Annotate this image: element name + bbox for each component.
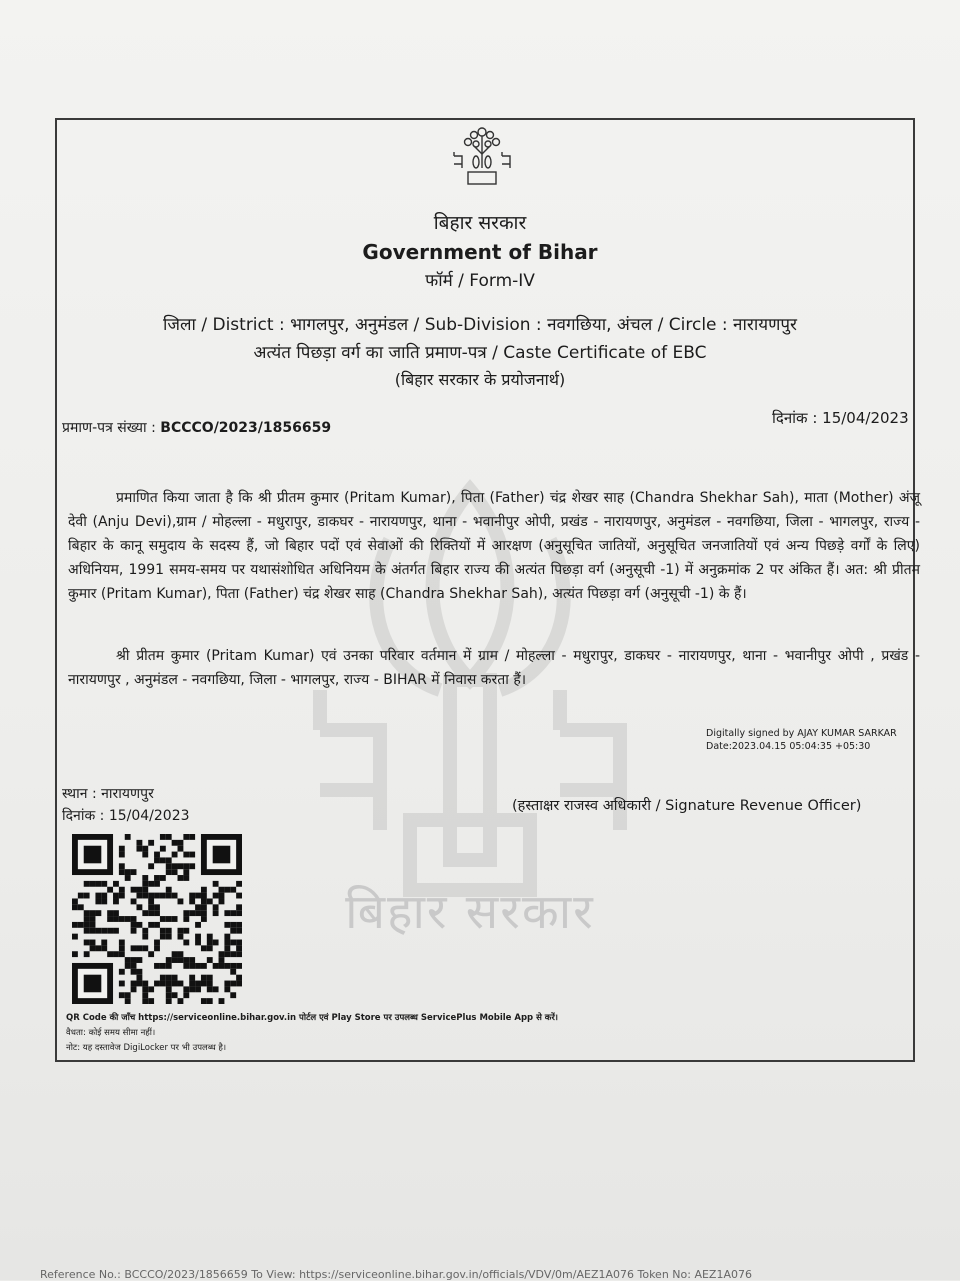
form-number: फॉर्म / Form-IV <box>425 271 535 291</box>
qr-verification-note: QR Code की जाँच https://serviceonline.bihar.gov.in पोर्टल एवं Play Store पर उपलब्ध ServicePlus Mobile App से करें। <box>66 1013 559 1023</box>
bihar-emblem-icon <box>446 120 518 188</box>
certificate-title: अत्यंत पिछड़ा वर्ग का जाति प्रमाण-पत्र / Caste Certificate of EBC <box>253 343 707 363</box>
certificate-number-label: प्रमाण-पत्र संख्या : <box>62 420 161 436</box>
reference-strip: Reference No.: BCCCO/2023/1856659 To View: https://serviceonline.bihar.gov.in/officials/VDV/0m/AEZ1A076 Token No: AEZ1A076 <box>40 1268 752 1281</box>
digital-signature <box>706 727 897 753</box>
govt-title-hindi: बिहार सरकार <box>433 212 527 234</box>
digital-signature-date: Date:2023.04.15 05:04:35 +05:30 <box>706 741 871 752</box>
place-of-issue: स्थान : नारायणपुर <box>62 786 154 802</box>
certificate-number <box>62 418 331 437</box>
qr-code[interactable] <box>72 834 242 1004</box>
officer-signature-label: (हस्ताक्षर राजस्व अधिकारी / Signature Revenue Officer) <box>512 798 862 814</box>
signature-date: दिनांक : 15/04/2023 <box>62 808 190 824</box>
certificate-number-value: BCCCO/2023/1856659 <box>160 420 332 436</box>
district-line: जिला / District : भागलपुर, अनुमंडल / Sub-Division : नवगछिया, अंचल / Circle : नारायणपुर <box>163 315 797 335</box>
validity-note: वैधता: कोई समय सीमा नहीं। <box>66 1028 156 1038</box>
residence-paragraph: श्री प्रीतम कुमार (Pritam Kumar) एवं उनका परिवार वर्तमान में ग्राम / मोहल्ला - मधुरापुर, डाकघर - नारायणपुर, थाना - भवानीपुर ओपी , प्रखंड - नारायणपुर , अनुमंडल - नवगछिया, जिला - भागलपुर, राज्य - BIHAR में निवास करता हैं। <box>68 648 920 688</box>
watermark-text: बिहार सरकार <box>345 884 595 940</box>
digital-signature-signer: Digitally signed by AJAY KUMAR SARKAR <box>706 728 897 739</box>
certificate-purpose: (बिहार सरकार के प्रयोजनार्थ) <box>394 370 566 389</box>
govt-title-english: Government of Bihar <box>362 240 598 264</box>
digilocker-note: नोट: यह दस्तावेज DigiLocker पर भी उपलब्ध है। <box>66 1043 227 1053</box>
issue-date: दिनांक : 15/04/2023 <box>772 409 909 427</box>
certificate-body-paragraph: प्रमाणित किया जाता है कि श्री प्रीतम कुमार (Pritam Kumar), पिता (Father) चंद्र शेखर साह (Chandra Shekhar Sah), माता (Mother) अंजू देवी (Anju Devi),ग्राम / मोहल्ला - मधुरापुर, डाकघर - नारायणपुर, थाना - भवानीपुर ओपी, प्रखंड - नारायणपुर, अनुमंडल - नवगछिया, जिला - भागलपुर, राज्य - बिहार के कानू समुदाय के सदस्य हैं, जो बिहार पदों एवं सेवाओं की रिक्तियों में आरक्षण (अनुसूचित जातियों, अनुसूचित जनजातियों एवं अन्य पिछड़े वर्गों के लिए) अधिनियम, 1991 समय-समय पर यथासंशोधित अधिनियम के अंतर्गत बिहार राज्य की अत्यंत पिछड़ा वर्ग (अनुसूची -1) में अनुक्रमांक 2 पर अंकित हैं। अत: श्री प्रीतम कुमार (Pritam Kumar), पिता (Father) चंद्र शेखर साह (Chandra Shekhar Sah), अत्यंत पिछड़ा वर्ग (अनुसूची -1) के हैं। <box>68 490 920 602</box>
